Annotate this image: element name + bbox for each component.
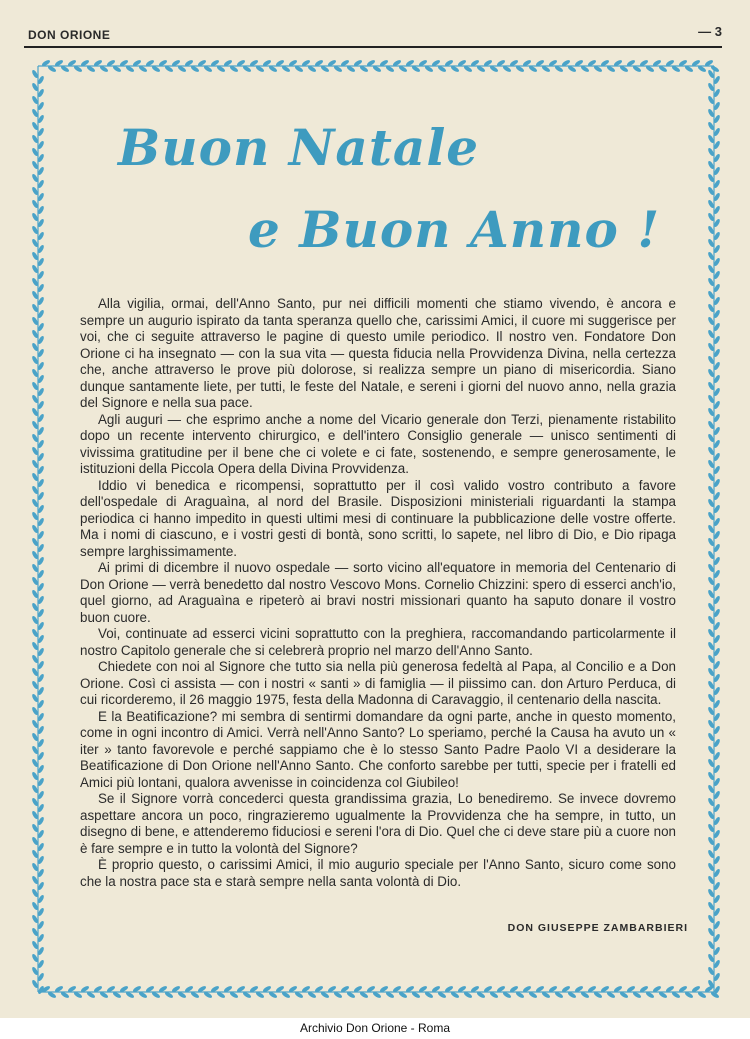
archive-footer: Archivio Don Orione - Roma xyxy=(0,1018,750,1039)
page-number: — 3 xyxy=(698,24,722,39)
page-header xyxy=(24,24,722,48)
paragraph: Voi, continuate ad esserci vicini soprattutto con la preghiera, raccomandando particolarmente il nostro Capitolo generale che si celebrerà proprio nel marzo dell'Anno Santo. xyxy=(80,626,676,658)
paragraph: Alla vigilia, ormai, dell'Anno Santo, pur nei difficili momenti che stiamo vivendo, è ancora e sempre un augurio ispirato da tanta speranza quello che, carissimi Amici, il cuore mi suggerisce per voi, che ci seguite attraverso le pagine di questo umile periodico. Il nostro ven. Fondatore Don Orione ci ha insegnato — con la sua vita — questa fiducia nella Provvidenza Divina, nella certezza che, anche attraverso le prove più dolorose, si realizza sempre un piano di misericordia. Siano dunque santamente liete, per tutti, le feste del Natale, e sereni i giorni del nuovo anno, nella grazia del Signore e nella sua pace. xyxy=(80,296,676,410)
paragraph: Agli auguri — che esprimo anche a nome del Vicario generale don Terzi, pienamente ristabilito dopo un recente intervento chirurgico, e dell'intero Consiglio generale — unisco sentimenti di vivissima gratitudine per il bene che ci volete e ci fate, sostenendo, e sempre generosamente, le istituzioni della Piccola Opera della Divina Provvidenza. xyxy=(80,411,676,476)
paragraph: Iddio vi benedica e ricompensi, soprattutto per il così valido vostro contributo a favore dell'ospedale di Araguaìna, al nord del Brasile. Disposizioni ministeriali riguardanti la stampa periodica ci hanno impedito in questi ultimi mesi di continuare la pubblicazione delle vostre offerte. Ma i nomi di ciascuno, e i vostri gesti di bontà, sono scritti, lo sapete, nel libro di Dio, e Dio ripaga sempre larghissimamente. xyxy=(80,477,676,559)
paragraph: Chiedete con noi al Signore che tutto sia nella più generosa fedeltà al Papa, al Concilio e a Don Orione. Così ci assista — con i nostri « santi » di famiglia — il piissimo can. don Arturo Perduca, di cui ricorderemo, il 26 maggio 1975, festa della Madonna di Caravaggio, il centenario della nascita. xyxy=(80,659,676,707)
paragraph: Se il Signore vorrà concederci questa grandissima grazia, Lo benediremo. Se invece dovremo aspettare ancora un poco, ringrazieremo ugualmente la Provvidenza che ha sempre, in tutto, un disegno di bene, e attenderemo fiduciosi e sereni l'ora di Dio. Quel che ci deve stare più a cuore non è fare sempre e in tutto la volontà del Signore? xyxy=(80,791,676,856)
paragraph: È proprio questo, o carissimi Amici, il mio augurio speciale per l'Anno Santo, sicuro come sono che la nostra pace sta e starà sempre nella santa volontà di Dio. xyxy=(80,857,676,889)
signature: DON GIUSEPPE ZAMBARBIERI xyxy=(507,922,688,934)
paragraph: E la Beatificazione? mi sembra di sentirmi domandare da ogni parte, anche in questo momento, come in ogni incontro di Amici. Verrà nell'Anno Santo? Lo speriamo, perché la Causa ha avuto un « iter » tanto favorevole e perché sappiamo che è lo stesso Santo Padre Paolo VI a desiderare la Beatificazione di Don Orione nell'Anno Santo. Che conforto sarebbe per tutti, specie per i fratelli ed Amici più lontani, qualora avvenisse in coincidenza col Giubileo! xyxy=(80,708,676,790)
paragraph: Ai primi di dicembre il nuovo ospedale — sorto vicino all'equatore in memoria del Centenario di Don Orione — verrà benedetto dal nostro Vescovo Mons. Cornelio Chizzini: spero di esserci anch'io, quel giorno, ad Araguaìna e ripeterò ai bravi nostri missionari quanto ha saputo donare il vostro buon cuore. xyxy=(80,560,676,625)
magazine-name: DON ORIONE xyxy=(28,28,111,42)
title-line-1: Buon Natale xyxy=(118,118,480,177)
title-line-2: e Buon Anno ! xyxy=(248,200,661,259)
letter-body xyxy=(80,296,676,890)
